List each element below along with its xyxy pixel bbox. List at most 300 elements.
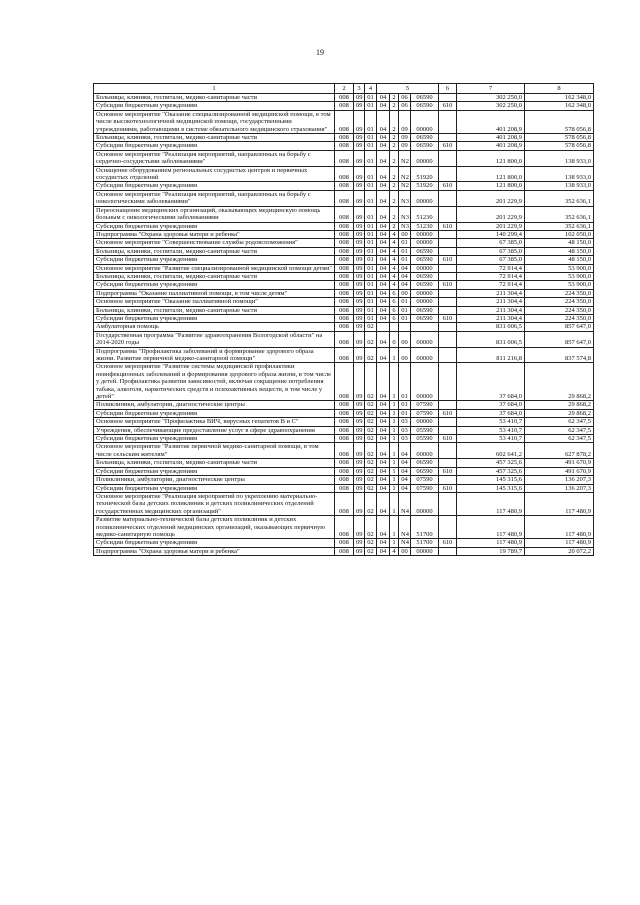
amount-year-2: 138 933,0 xyxy=(525,150,594,166)
code-subprogram: 2 xyxy=(390,134,399,142)
code-program: 04 xyxy=(377,150,390,166)
code-activity: N2 xyxy=(399,166,411,182)
code-direction: 06590 xyxy=(411,314,439,322)
amount-year-1: 67 385,0 xyxy=(457,239,525,247)
code-subsection: 01 xyxy=(365,306,377,314)
code-activity: 03 xyxy=(399,418,411,426)
code-direction: 07590 xyxy=(411,484,439,492)
code-subsection: 01 xyxy=(365,247,377,255)
code-subprogram: 1 xyxy=(390,418,399,426)
code-subprogram: 2 xyxy=(390,142,399,150)
code-section: 09 xyxy=(354,435,365,443)
code-program: 04 xyxy=(377,484,390,492)
code-direction: 00000 xyxy=(411,331,439,347)
code-section: 09 xyxy=(354,142,365,150)
code-expense-type xyxy=(439,331,457,347)
code-subprogram: 2 xyxy=(390,166,399,182)
amount-year-2: 224 350,0 xyxy=(525,314,594,322)
amount-year-1: 140 299,4 xyxy=(457,230,525,238)
row-name: Больницы, клиники, госпитали, медико-санитарные части xyxy=(94,94,335,102)
row-name: Субсидии бюджетным учреждениям xyxy=(94,102,335,110)
header-row xyxy=(94,84,594,94)
code-direction: 51230 xyxy=(411,206,439,222)
code-expense-type: 610 xyxy=(439,314,457,322)
code-expense-type xyxy=(439,547,457,555)
amount-year-2: 53 900,0 xyxy=(525,264,594,272)
row-name: Основное мероприятие "Развитие первичной медико-санитарной помощи, в том числе сельским жителям" xyxy=(94,443,335,459)
amount-year-2: 102 050,0 xyxy=(525,230,594,238)
amount-year-2: 578 056,8 xyxy=(525,134,594,142)
code-subsection: 02 xyxy=(365,492,377,515)
amount-year-2: 857 647,0 xyxy=(525,323,594,331)
code-subsection: 02 xyxy=(365,401,377,409)
code-subprogram: 2 xyxy=(390,190,399,206)
row-name: Субсидии бюджетным учреждениям xyxy=(94,314,335,322)
code-program: 04 xyxy=(377,166,390,182)
row-name: Основное мероприятие "Совершенствование службы родовспоможения" xyxy=(94,239,335,247)
code-ministry: 008 xyxy=(335,331,354,347)
table-row xyxy=(94,134,594,142)
table-row xyxy=(94,306,594,314)
amount-year-1: 37 684,0 xyxy=(457,363,525,401)
amount-year-1: 201 229,9 xyxy=(457,206,525,222)
row-name: Субсидии бюджетным учреждениям xyxy=(94,435,335,443)
code-expense-type xyxy=(439,347,457,363)
code-ministry: 008 xyxy=(335,363,354,401)
amount-year-2: 117 480,9 xyxy=(525,516,594,539)
code-direction: 07590 xyxy=(411,401,439,409)
code-section: 09 xyxy=(354,484,365,492)
code-program: 04 xyxy=(377,467,390,475)
code-ministry: 008 xyxy=(335,289,354,297)
code-program: 04 xyxy=(377,435,390,443)
table-header xyxy=(94,84,594,94)
table-row xyxy=(94,539,594,547)
amount-year-1: 811 216,8 xyxy=(457,347,525,363)
code-subprogram: 1 xyxy=(390,492,399,515)
code-direction xyxy=(411,323,439,331)
table-row xyxy=(94,347,594,363)
code-subsection: 01 xyxy=(365,272,377,280)
code-subsection: 02 xyxy=(365,363,377,401)
code-subprogram: 6 xyxy=(390,306,399,314)
code-subprogram: 1 xyxy=(390,484,399,492)
code-subsection: 02 xyxy=(365,347,377,363)
code-activity: 04 xyxy=(399,476,411,484)
amount-year-2: 578 056,8 xyxy=(525,142,594,150)
code-subsection: 01 xyxy=(365,94,377,102)
code-expense-type: 610 xyxy=(439,435,457,443)
row-name: Оснащение оборудованием региональных сосудистых центров и первичных сосудистых отделений xyxy=(94,166,335,182)
table-row xyxy=(94,476,594,484)
code-expense-type xyxy=(439,264,457,272)
code-section: 09 xyxy=(354,102,365,110)
code-program: 04 xyxy=(377,492,390,515)
code-expense-type xyxy=(439,516,457,539)
code-direction: 00000 xyxy=(411,298,439,306)
code-expense-type xyxy=(439,190,457,206)
code-subsection: 02 xyxy=(365,331,377,347)
table-row xyxy=(94,331,594,347)
code-activity: 01 xyxy=(399,239,411,247)
row-name: Подпрограмма "Охрана здоровья матери и ребенка" xyxy=(94,547,335,555)
code-section: 09 xyxy=(354,94,365,102)
code-direction: 06590 xyxy=(411,281,439,289)
code-section: 09 xyxy=(354,516,365,539)
code-section: 09 xyxy=(354,426,365,434)
code-expense-type: 610 xyxy=(439,222,457,230)
code-activity: 01 xyxy=(399,363,411,401)
code-activity: 09 xyxy=(399,142,411,150)
header-col-3: 3 xyxy=(354,84,365,94)
code-direction: 07590 xyxy=(411,476,439,484)
code-section: 09 xyxy=(354,222,365,230)
amount-year-2: 117 480,9 xyxy=(525,492,594,515)
code-ministry: 008 xyxy=(335,247,354,255)
amount-year-1: 117 480,9 xyxy=(457,516,525,539)
code-ministry: 008 xyxy=(335,435,354,443)
code-program: 04 xyxy=(377,247,390,255)
code-ministry: 008 xyxy=(335,467,354,475)
amount-year-2: 29 868,2 xyxy=(525,409,594,417)
code-activity: 01 xyxy=(399,306,411,314)
code-subsection: 01 xyxy=(365,182,377,190)
code-program: 04 xyxy=(377,516,390,539)
code-section: 09 xyxy=(354,306,365,314)
amount-year-1: 117 480,9 xyxy=(457,539,525,547)
table-row xyxy=(94,166,594,182)
code-subprogram: 4 xyxy=(390,547,399,555)
code-expense-type xyxy=(439,134,457,142)
code-section: 09 xyxy=(354,272,365,280)
code-expense-type xyxy=(439,94,457,102)
code-direction: 06590 xyxy=(411,142,439,150)
code-subprogram: 2 xyxy=(390,102,399,110)
code-subsection: 01 xyxy=(365,239,377,247)
amount-year-2: 29 868,2 xyxy=(525,363,594,401)
code-activity: 01 xyxy=(399,247,411,255)
code-activity: 06 xyxy=(399,94,411,102)
code-ministry: 008 xyxy=(335,539,354,547)
code-subprogram: 1 xyxy=(390,435,399,443)
code-program: 04 xyxy=(377,281,390,289)
table-row xyxy=(94,492,594,515)
code-program: 04 xyxy=(377,190,390,206)
code-subsection: 02 xyxy=(365,459,377,467)
code-subsection: 02 xyxy=(365,443,377,459)
code-ministry: 008 xyxy=(335,206,354,222)
amount-year-1: 211 304,4 xyxy=(457,289,525,297)
code-program: 04 xyxy=(377,539,390,547)
code-direction: 00000 xyxy=(411,289,439,297)
code-subsection: 01 xyxy=(365,230,377,238)
amount-year-1: 72 914,4 xyxy=(457,264,525,272)
code-expense-type xyxy=(439,150,457,166)
code-direction: 00000 xyxy=(411,492,439,515)
code-subsection: 02 xyxy=(365,409,377,417)
table-row xyxy=(94,435,594,443)
code-ministry: 008 xyxy=(335,459,354,467)
table-row xyxy=(94,102,594,110)
code-direction: 00000 xyxy=(411,418,439,426)
code-expense-type xyxy=(439,323,457,331)
amount-year-2: 138 933,0 xyxy=(525,166,594,182)
code-section: 09 xyxy=(354,182,365,190)
amount-year-1: 457 325,6 xyxy=(457,467,525,475)
code-ministry: 008 xyxy=(335,230,354,238)
code-expense-type xyxy=(439,426,457,434)
amount-year-1: 121 800,0 xyxy=(457,150,525,166)
amount-year-1: 401 208,9 xyxy=(457,142,525,150)
code-ministry: 008 xyxy=(335,476,354,484)
code-section: 09 xyxy=(354,409,365,417)
amount-year-1: 602 641,2 xyxy=(457,443,525,459)
code-program: 04 xyxy=(377,298,390,306)
table-row xyxy=(94,256,594,264)
code-activity: N2 xyxy=(399,150,411,166)
code-program: 04 xyxy=(377,476,390,484)
code-activity: 04 xyxy=(399,281,411,289)
code-program: 04 xyxy=(377,289,390,297)
table-row xyxy=(94,443,594,459)
code-subprogram: 4 xyxy=(390,247,399,255)
code-activity: 03 xyxy=(399,435,411,443)
code-activity: 00 xyxy=(399,347,411,363)
row-name: Больницы, клиники, госпитали, медико-санитарные части xyxy=(94,306,335,314)
header-col-1: 1 xyxy=(94,84,335,94)
code-expense-type xyxy=(439,306,457,314)
code-program: 04 xyxy=(377,426,390,434)
code-expense-type xyxy=(439,166,457,182)
row-name: Основное мероприятие "Оказание паллиативной помощи" xyxy=(94,298,335,306)
table-row xyxy=(94,190,594,206)
code-activity: 09 xyxy=(399,134,411,142)
row-name: Субсидии бюджетным учреждениям xyxy=(94,484,335,492)
code-subprogram: 1 xyxy=(390,539,399,547)
code-subprogram: 4 xyxy=(390,256,399,264)
code-ministry: 008 xyxy=(335,547,354,555)
code-activity: N2 xyxy=(399,182,411,190)
code-ministry: 008 xyxy=(335,182,354,190)
code-expense-type xyxy=(439,443,457,459)
amount-year-2: 62 347,5 xyxy=(525,418,594,426)
code-subsection: 01 xyxy=(365,314,377,322)
code-activity: 01 xyxy=(399,314,411,322)
code-direction: 06590 xyxy=(411,102,439,110)
code-direction: 00000 xyxy=(411,110,439,133)
code-activity: 00 xyxy=(399,547,411,555)
code-expense-type xyxy=(439,492,457,515)
code-program: 04 xyxy=(377,110,390,133)
amount-year-1: 53 410,7 xyxy=(457,418,525,426)
amount-year-1: 401 208,9 xyxy=(457,134,525,142)
row-name: Основное мероприятие "Реализация мероприятий по укреплению материально-технической базы детских поликлиник и детских поликлинических отделений государственных медицинских организаций" xyxy=(94,492,335,515)
row-name: Подпрограмма "Профилактика заболеваний и формирование здорового образа жизни. Развитие первичной медико-санитарной помощи" xyxy=(94,347,335,363)
code-ministry: 008 xyxy=(335,110,354,133)
amount-year-1: 37 684,0 xyxy=(457,409,525,417)
code-section: 09 xyxy=(354,110,365,133)
code-subsection: 02 xyxy=(365,467,377,475)
amount-year-2: 48 150,0 xyxy=(525,256,594,264)
code-program: 04 xyxy=(377,102,390,110)
table-body xyxy=(94,94,594,556)
code-direction: 06590 xyxy=(411,134,439,142)
code-direction: 00000 xyxy=(411,150,439,166)
code-section: 09 xyxy=(354,289,365,297)
amount-year-1: 72 914,4 xyxy=(457,281,525,289)
amount-year-2: 48 150,0 xyxy=(525,247,594,255)
table-row xyxy=(94,247,594,255)
amount-year-1: 201 229,9 xyxy=(457,222,525,230)
code-subsection: 01 xyxy=(365,150,377,166)
code-ministry: 008 xyxy=(335,134,354,142)
table-row xyxy=(94,142,594,150)
code-subprogram: 4 xyxy=(390,264,399,272)
code-subsection: 01 xyxy=(365,222,377,230)
code-direction: 00000 xyxy=(411,347,439,363)
code-activity: 03 xyxy=(399,426,411,434)
code-program: 04 xyxy=(377,547,390,555)
code-section: 09 xyxy=(354,347,365,363)
table-row xyxy=(94,426,594,434)
code-activity: 01 xyxy=(399,401,411,409)
row-name: Государственная программа "Развитие здравоохранения Вологодской области" на 2014-2020 годы xyxy=(94,331,335,347)
code-ministry: 008 xyxy=(335,409,354,417)
amount-year-2: 62 347,5 xyxy=(525,435,594,443)
code-section: 09 xyxy=(354,459,365,467)
code-section: 09 xyxy=(354,206,365,222)
code-expense-type: 610 xyxy=(439,256,457,264)
amount-year-2: 62 347,5 xyxy=(525,426,594,434)
code-section: 09 xyxy=(354,230,365,238)
code-expense-type xyxy=(439,230,457,238)
code-section: 09 xyxy=(354,166,365,182)
code-ministry: 008 xyxy=(335,272,354,280)
code-subprogram: 1 xyxy=(390,409,399,417)
code-expense-type xyxy=(439,298,457,306)
code-ministry: 008 xyxy=(335,492,354,515)
row-name: Основное мероприятие "Развитие специализированной медицинской помощи детям" xyxy=(94,264,335,272)
code-ministry: 008 xyxy=(335,347,354,363)
table-row xyxy=(94,467,594,475)
table-row xyxy=(94,272,594,280)
budget-table xyxy=(93,83,594,556)
amount-year-2: 136 207,3 xyxy=(525,476,594,484)
code-activity: 04 xyxy=(399,467,411,475)
code-section: 09 xyxy=(354,547,365,555)
amount-year-1: 302 250,0 xyxy=(457,94,525,102)
amount-year-1: 401 208,9 xyxy=(457,110,525,133)
table-row xyxy=(94,547,594,555)
code-subsection: 02 xyxy=(365,547,377,555)
amount-year-1: 72 914,4 xyxy=(457,272,525,280)
code-program: 04 xyxy=(377,256,390,264)
code-expense-type xyxy=(439,459,457,467)
row-name: Субсидии бюджетным учреждениям xyxy=(94,281,335,289)
code-ministry: 008 xyxy=(335,256,354,264)
amount-year-1: 211 304,4 xyxy=(457,314,525,322)
code-expense-type: 610 xyxy=(439,539,457,547)
budget-table-sheet xyxy=(93,83,593,556)
code-ministry: 008 xyxy=(335,94,354,102)
code-subsection: 02 xyxy=(365,323,377,331)
code-direction: 07590 xyxy=(411,409,439,417)
row-name: Субсидии бюджетным учреждениям xyxy=(94,467,335,475)
code-section: 09 xyxy=(354,264,365,272)
code-section: 09 xyxy=(354,247,365,255)
table-row xyxy=(94,289,594,297)
amount-year-1: 67 385,0 xyxy=(457,247,525,255)
code-activity: 01 xyxy=(399,409,411,417)
amount-year-1: 19 789,7 xyxy=(457,547,525,555)
code-ministry: 008 xyxy=(335,166,354,182)
code-activity: 01 xyxy=(399,256,411,264)
amount-year-1: 121 800,0 xyxy=(457,166,525,182)
code-subsection: 01 xyxy=(365,102,377,110)
code-subprogram: 1 xyxy=(390,443,399,459)
code-subprogram: 1 xyxy=(390,401,399,409)
amount-year-2: 48 150,0 xyxy=(525,239,594,247)
amount-year-1: 457 325,6 xyxy=(457,459,525,467)
code-direction: 51920 xyxy=(411,182,439,190)
amount-year-2: 627 878,2 xyxy=(525,443,594,459)
code-expense-type xyxy=(439,363,457,401)
table-row xyxy=(94,222,594,230)
amount-year-1: 145 315,6 xyxy=(457,476,525,484)
code-program: 04 xyxy=(377,222,390,230)
code-subsection: 01 xyxy=(365,134,377,142)
code-subsection: 01 xyxy=(365,206,377,222)
code-subprogram: 4 xyxy=(390,230,399,238)
amount-year-1: 831 006,5 xyxy=(457,331,525,347)
code-ministry: 008 xyxy=(335,264,354,272)
code-program: 04 xyxy=(377,206,390,222)
table-row xyxy=(94,363,594,401)
amount-year-1: 67 385,0 xyxy=(457,256,525,264)
code-ministry: 008 xyxy=(335,443,354,459)
code-subprogram: 2 xyxy=(390,150,399,166)
code-activity: N4 xyxy=(399,539,411,547)
code-program: 04 xyxy=(377,363,390,401)
code-subsection: 02 xyxy=(365,476,377,484)
amount-year-2: 491 670,9 xyxy=(525,467,594,475)
code-section: 09 xyxy=(354,323,365,331)
code-program: 04 xyxy=(377,142,390,150)
code-direction: 00000 xyxy=(411,239,439,247)
code-ministry: 008 xyxy=(335,484,354,492)
code-subsection: 01 xyxy=(365,298,377,306)
code-subsection: 01 xyxy=(365,264,377,272)
code-direction: 51700 xyxy=(411,539,439,547)
amount-year-1: 145 315,6 xyxy=(457,484,525,492)
code-direction: 51700 xyxy=(411,516,439,539)
code-subsection: 01 xyxy=(365,166,377,182)
header-col-6: 6 xyxy=(439,84,457,94)
amount-year-2: 352 636,1 xyxy=(525,190,594,206)
code-subprogram: 2 xyxy=(390,222,399,230)
row-name: Учреждения, обеспечивающие предоставление услуг в сфере здравоохранения xyxy=(94,426,335,434)
code-ministry: 008 xyxy=(335,281,354,289)
amount-year-1: 211 304,4 xyxy=(457,306,525,314)
code-activity: 06 xyxy=(399,102,411,110)
amount-year-2: 138 933,0 xyxy=(525,182,594,190)
code-expense-type xyxy=(439,247,457,255)
code-ministry: 008 xyxy=(335,150,354,166)
code-expense-type: 610 xyxy=(439,409,457,417)
row-name: Поликлиники, амбулатории, диагностические центры xyxy=(94,401,335,409)
code-subsection: 01 xyxy=(365,256,377,264)
code-direction: 00000 xyxy=(411,547,439,555)
